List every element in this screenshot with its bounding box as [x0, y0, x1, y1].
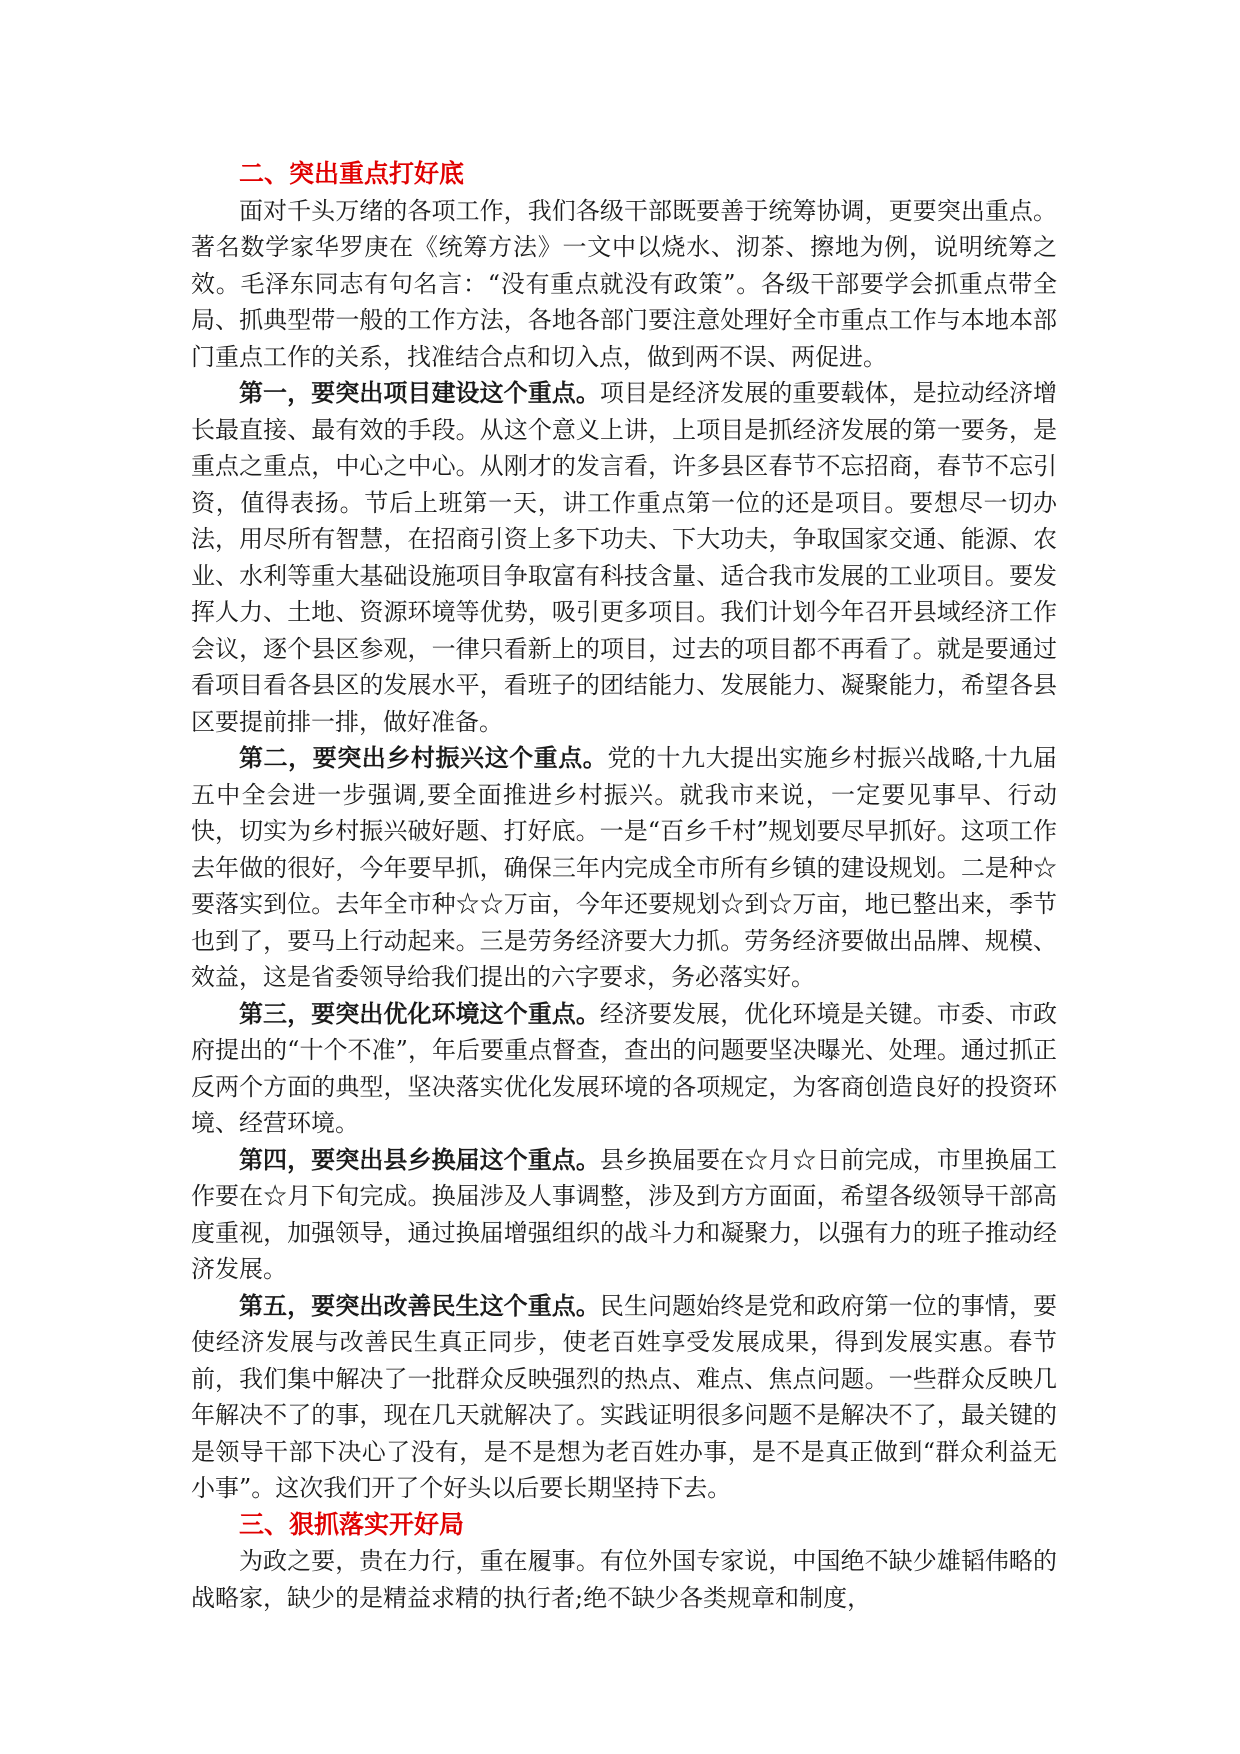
- point-lead: 第四，要突出县乡换届这个重点。: [239, 1144, 600, 1174]
- section-heading: 二、突出重点打好底: [239, 159, 465, 188]
- point-lead: 第二，要突出乡村振兴这个重点。: [239, 743, 608, 772]
- point-lead: 第五，要突出改善民生这个重点。: [239, 1290, 600, 1320]
- point-paragraph: [191, 1288, 1057, 1507]
- point-paragraph: [191, 1142, 1057, 1288]
- document-page: [191, 156, 1057, 1616]
- point-paragraph: [191, 996, 1057, 1142]
- point-body: 党的十九大提出实施乡村振兴战略,十九届五中全会进一步强调,要全面推进乡村振兴。就我市来说，一定要见事早、行动快，切实为乡村振兴破好题、打好底。一是“百乡千村”规划要尽早抓好。这项工作去年做的很好，今年要早抓，确保三年内完成全市所有乡镇的建设规划。二是种☆要落实到位。去年全市种☆☆万亩，今年还要规划☆到☆万亩，地已整出来，季节也到了，要马上行动起来。三是劳务经济要大力抓。劳务经济要做出品牌、规模、效益，这是省委领导给我们提出的六字要求，务必落实好。: [191, 744, 1058, 991]
- point-body: 县乡换届要在☆月☆日前完成，市里换届工作要在☆月下旬完成。换届涉及人事调整，涉及到方方面面，希望各级领导干部高度重视，加强领导，通过换届增强组织的战斗力和凝聚力，以强有力的班子推动经济发展。: [191, 1145, 1058, 1283]
- point-paragraph: [191, 375, 1057, 740]
- point-paragraph: [191, 740, 1057, 996]
- section-intro-paragraph: 面对千头万绪的各项工作，我们各级干部既要善于统筹协调，更要突出重点。著名数学家华罗庚在《统筹方法》一文中以烧水、沏茶、擦地为例，说明统筹之效。毛泽东同志有句名言：“没有重点就没有政策”。各级干部要学会抓重点带全局、抓典型带一般的工作方法，各地各部门要注意处理好全市重点工作与本地本部门重点工作的关系，找准结合点和切入点，做到两不误、两促进。: [191, 196, 1057, 371]
- point-lead: 第一，要突出项目建设这个重点。: [239, 378, 600, 407]
- section-heading: 三、狠抓落实开好局: [239, 1509, 465, 1539]
- point-body: 经济要发展，优化环境是关键。市委、市政府提出的“十个不准”，年后要重点督查，查出的问题要坚决曝光、处理。通过抓正反两个方面的典型，坚决落实优化发展环境的各项规定，为客商创造良好的投资环境、经营环境。: [191, 999, 1058, 1137]
- section-intro-paragraph: 为政之要，贵在力行，重在履事。有位外国专家说，中国绝不缺少雄韬伟略的战略家，缺少的是精益求精的执行者;绝不缺少各类规章和制度，: [191, 1547, 1057, 1612]
- point-lead: 第三，要突出优化环境这个重点。: [239, 998, 600, 1028]
- point-body: 项目是经济发展的重要载体，是拉动经济增长最直接、最有效的手段。从这个意义上讲，上项目是抓经济发展的第一要务，是重点之重点，中心之中心。从刚才的发言看，许多县区春节不忘招商，春节不忘引资，值得表扬。节后上班第一天，讲工作重点第一位的还是项目。要想尽一切办法，用尽所有智慧，在招商引资上多下功夫、下大功夫，争取国家交通、能源、农业、水利等重大基础设施项目争取富有科技含量、适合我市发展的工业项目。要发挥人力、土地、资源环境等优势，吸引更多项目。我们计划今年召开县域经济工作会议，逐个县区参观，一律只看新上的项目，过去的项目都不再看了。就是要通过看项目看各县区的发展水平，看班子的团结能力、发展能力、凝聚能力，希望各县区要提前排一排，做好准备。: [191, 379, 1058, 736]
- point-body: 民生问题始终是党和政府第一位的事情，要使经济发展与改善民生真正同步，使老百姓享受发展成果，得到发展实惠。春节前，我们集中解决了一批群众反映强烈的热点、难点、焦点问题。一些群众反映几年解决不了的事，现在几天就解决了。实践证明很多问题不是解决不了，最关键的是领导干部下决心了没有，是不是想为老百姓办事，是不是真正做到“群众利益无小事”。这次我们开了个好头以后要长期坚持下去。: [191, 1291, 1058, 1502]
